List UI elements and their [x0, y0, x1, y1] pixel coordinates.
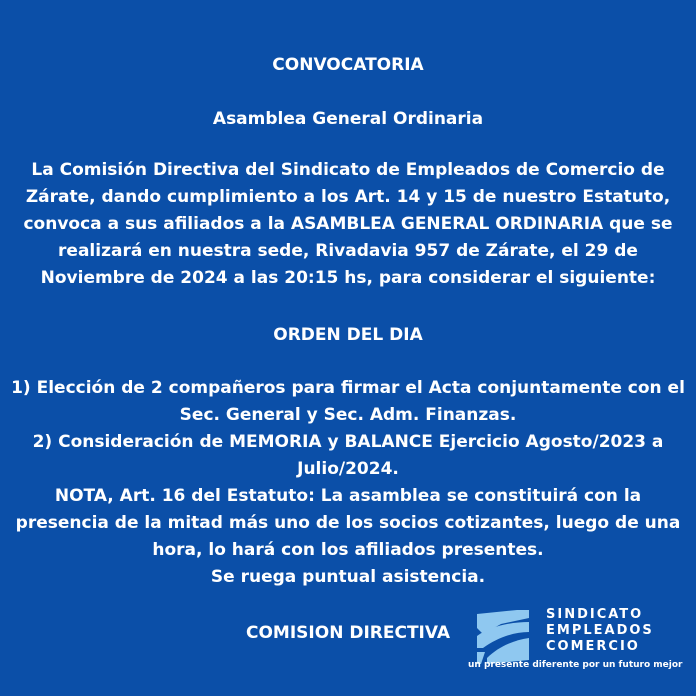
intro-line: La Comisión Directiva del Sindicato de Empleados de Comercio de: [31, 160, 665, 180]
logo-word: COMERCIO: [546, 639, 640, 654]
closing-line: Se ruega puntual asistencia.: [210, 567, 486, 587]
note-line: hora, lo hará con los afiliados presentes.: [152, 540, 544, 560]
agenda-line: 2) Consideración de MEMORIA y BALANCE Ejercicio Agosto/2023 a: [32, 432, 664, 452]
agenda-line: 1) Elección de 2 compañeros para firmar el Acta conjuntamente con el: [11, 378, 685, 398]
document-subtitle: Asamblea General Ordinaria: [212, 109, 484, 129]
logo-word: SINDICATO: [546, 607, 644, 622]
logo-tagline: un presente diferente por un futuro mejor: [468, 660, 683, 670]
logo-word: EMPLEADOS: [546, 623, 654, 638]
document-title: CONVOCATORIA: [272, 55, 424, 75]
union-logo-wordmark: [546, 607, 686, 655]
intro-line: Zárate, dando cumplimiento a los Art. 14 y 15 de nuestro Estatuto,: [25, 187, 671, 207]
note-line: NOTA, Art. 16 del Estatuto: La asamblea se constituirá con la: [54, 486, 642, 506]
intro-line: realizará en nuestra sede, Rivadavia 957 de Zárate, el 29 de: [58, 241, 638, 261]
intro-line: Noviembre de 2024 a las 20:15 hs, para considerar el siguiente:: [40, 268, 656, 288]
union-logo: [468, 603, 688, 691]
signature: COMISION DIRECTIVA: [246, 623, 451, 643]
intro-line: convoca a sus afiliados a la ASAMBLEA GENERAL ORDINARIA que se: [23, 214, 673, 234]
agenda-line: Julio/2024.: [297, 459, 399, 479]
agenda-line: Sec. General y Sec. Adm. Finanzas.: [179, 405, 517, 425]
agenda-heading: ORDEN DEL DIA: [273, 325, 423, 345]
note-line: presencia de la mitad más uno de los socios cotizantes, luego de una: [15, 513, 681, 533]
union-logo-icon: [473, 608, 533, 666]
